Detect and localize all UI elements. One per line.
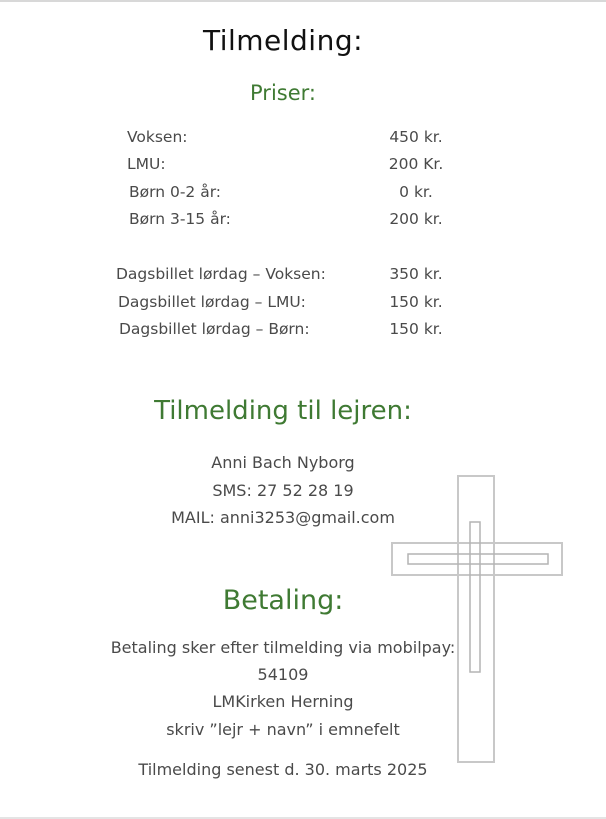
price-label: Børn 3-15 år:: [129, 210, 231, 228]
registration-deadline: Tilmelding senest d. 30. marts 2025: [138, 760, 428, 779]
price-amount: 150 kr.: [389, 293, 443, 311]
price-label: Voksen:: [127, 128, 188, 146]
price-row: [0, 293, 606, 315]
price-amount: 350 kr.: [389, 265, 443, 283]
registration-heading: Tilmelding til lejren:: [154, 396, 412, 426]
price-amount: 150 kr.: [389, 320, 443, 338]
price-label: LMU:: [127, 155, 166, 173]
price-row: [0, 210, 606, 232]
price-label: Dagsbillet lørdag – LMU:: [118, 293, 306, 311]
price-amount: 0 kr.: [399, 183, 433, 201]
page-title: Tilmelding:: [202, 24, 364, 57]
payment-instruction: skriv ”lejr + navn” i emnefelt: [166, 720, 400, 739]
payment-heading: Betaling:: [222, 585, 344, 616]
payment-number: 54109: [257, 665, 309, 684]
price-amount: 200 kr.: [389, 210, 443, 228]
payment-line: Betaling sker efter tilmelding via mobilpay:: [110, 638, 456, 657]
price-label: Dagsbillet lørdag – Voksen:: [116, 265, 326, 283]
contact-mail: MAIL: anni3253@gmail.com: [171, 508, 395, 527]
price-row: [0, 155, 606, 177]
price-row: [0, 320, 606, 342]
price-label: Børn 0-2 år:: [129, 183, 222, 201]
price-row: [0, 265, 606, 287]
contact-name: Anni Bach Nyborg: [211, 453, 355, 472]
payment-recipient: LMKirken Herning: [212, 692, 354, 711]
price-label: Dagsbillet lørdag – Børn:: [119, 320, 310, 338]
price-amount: 450 kr.: [389, 128, 443, 146]
price-amount: 200 Kr.: [388, 155, 444, 173]
top-divider: [0, 0, 606, 2]
prices-heading: Priser:: [250, 81, 316, 105]
contact-sms: SMS: 27 52 28 19: [212, 481, 354, 500]
price-row: [0, 183, 606, 205]
price-row: [0, 128, 606, 150]
